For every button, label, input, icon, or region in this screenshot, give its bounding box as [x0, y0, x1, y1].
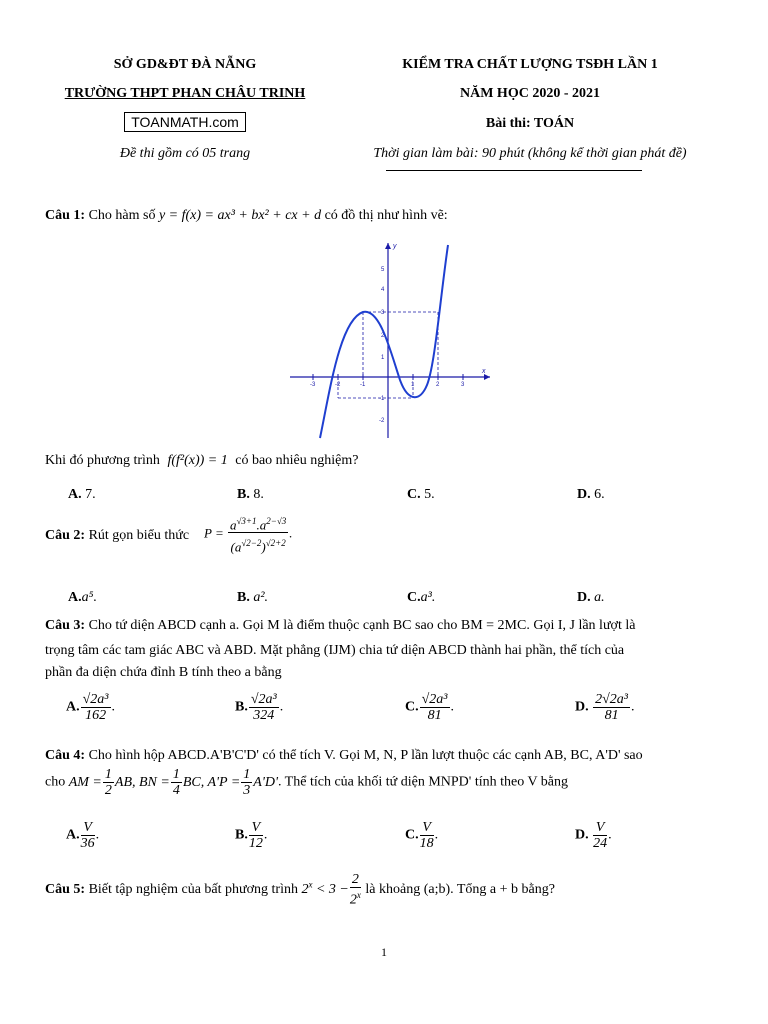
time-limit: Thời gian làm bài: 90 phút (không kể thời gian phát đề): [373, 146, 687, 161]
option-value: a.: [594, 590, 605, 605]
question-3-label: Câu 3:: [45, 618, 86, 633]
y-tick-label: -1: [379, 396, 385, 402]
option-denominator: 12: [248, 836, 263, 851]
school-year: NĂM HỌC 2020 - 2021: [460, 86, 600, 101]
question-1-stem: [45, 208, 448, 224]
question-2-option-d[interactable]: [577, 590, 605, 606]
option-letter: C.: [407, 590, 421, 605]
question-3-line-3: phần đa diện chứa đỉnh B tính theo a bằng: [45, 665, 282, 680]
x-tick-label: 3: [461, 382, 465, 388]
question-1-text: Cho hàm số: [88, 208, 156, 223]
option-letter: D.: [577, 487, 591, 502]
question-4-option-a[interactable]: A. $\frac{V}{36}$ .: [66, 820, 100, 851]
x-tick-label: -3: [310, 382, 316, 388]
y-tick-label: -2: [379, 418, 385, 424]
question-1-equation: f(f²(x)) = 1: [167, 453, 228, 468]
y-tick-label: 4: [381, 287, 385, 293]
school-name: TRƯỜNG THPT PHAN CHÂU TRINH: [64, 86, 306, 101]
x-tick-label: -2: [335, 382, 341, 388]
cubic-function-graph: [290, 240, 495, 440]
option-numerator: 2√2a³: [595, 692, 629, 707]
question-2-text: Rút gọn biểu thức: [88, 528, 190, 543]
question-3-option-d[interactable]: D. $\frac{\text{2√2a³}}{81}$ .: [575, 692, 635, 723]
option-letter: B.: [235, 699, 248, 715]
question-3-line-2: trọng tâm các tam giác ABC và ABD. Mặt phẳng (IJM) chia tứ diện ABCD thành hai phần, thể tích của: [45, 643, 625, 658]
option-numerator: √2a³: [421, 692, 448, 707]
y-tick-label: 2: [381, 333, 385, 339]
option-letter: D.: [577, 590, 591, 605]
page-number: 1: [381, 945, 387, 959]
question-4-label: Câu 4:: [45, 748, 86, 763]
question-3-text: Cho tứ diện ABCD cạnh a. Gọi M là điểm thuộc cạnh BC sao cho BM = 2MC. Gọi I, J lần lượt là: [88, 618, 636, 633]
option-letter: B.: [237, 590, 250, 605]
question-4-text: Cho hình hộp ABCD.A'B'C'D' có thể tích V. Gọi M, N, P lần lượt thuộc các cạnh AB, BC, A'D' sao: [88, 748, 643, 763]
option-value: a⁵.: [81, 590, 97, 605]
y-tick-label: 1: [381, 355, 385, 361]
option-letter: C.: [405, 827, 419, 843]
x-tick-label: 1: [411, 382, 415, 388]
question-3-line-1: [45, 618, 635, 634]
question-4-option-d[interactable]: D. $\frac{V}{24}$ .: [575, 820, 612, 851]
option-letter: B.: [235, 827, 248, 843]
question-2-option-a[interactable]: [68, 590, 97, 606]
option-value: a².: [253, 590, 269, 605]
option-value: 6.: [594, 487, 605, 502]
question-1-option-a[interactable]: [68, 487, 96, 503]
question-4-option-c[interactable]: C. $\frac{V}{18}$ .: [405, 820, 439, 851]
question-2-expression: P = $\frac{a^{√3+1}.a^{2-√3}}{(a^{√2-2})^{√2+2}}$ .: [204, 516, 293, 555]
question-2-stem: [45, 528, 189, 544]
expression-fraction: $\frac{a^{√3+1}.a^{2-√3}}{(a^{√2-2})^{√2+2}}$: [229, 516, 287, 555]
option-value: 7.: [85, 487, 96, 502]
option-letter: C.: [407, 487, 421, 502]
option-denominator: 162: [85, 708, 107, 723]
subject: Bài thi: TOÁN: [485, 116, 575, 131]
option-denominator: 24: [593, 836, 608, 851]
question-2-option-b[interactable]: [237, 590, 268, 606]
option-numerator: V: [249, 820, 263, 836]
school-department: SỞ GD&ĐT ĐÀ NẴNG: [113, 57, 257, 72]
option-denominator: 36: [80, 836, 95, 851]
question-1-option-b[interactable]: [237, 487, 264, 503]
option-letter: D.: [575, 699, 589, 715]
question-4-prefix: cho: [45, 774, 66, 790]
source-box: [60, 114, 310, 132]
question-5-inequality: $2^x < 3$ − $\frac{2}{2^x}$: [301, 872, 361, 908]
x-tick-label: -1: [360, 382, 366, 388]
option-letter: D.: [575, 827, 589, 843]
question-1-prompt-text: Khi đó phương trình: [45, 453, 160, 468]
question-3-option-c[interactable]: C. $\frac{\text{√2a³}}{81}$ .: [405, 692, 455, 723]
option-denominator: 18: [419, 836, 434, 851]
header-divider: [386, 170, 642, 171]
option-denominator: 81: [427, 708, 442, 723]
y-tick-label: 5: [381, 267, 385, 273]
y-axis-arrow: [385, 243, 391, 249]
option-letter: A.: [66, 699, 80, 715]
question-4-line-1: [45, 748, 643, 764]
option-letter: C.: [405, 699, 419, 715]
question-1-text-after: có đồ thị như hình vẽ:: [324, 208, 448, 223]
option-letter: A.: [68, 487, 82, 502]
option-numerator: √2a³: [250, 692, 277, 707]
option-value: 5.: [424, 487, 435, 502]
question-5-text: Biết tập nghiệm của bất phương trình: [88, 882, 298, 898]
question-1-prompt-after: có bao nhiêu nghiệm?: [235, 453, 359, 468]
question-5-label: Câu 5:: [45, 882, 86, 898]
option-numerator: V: [593, 820, 607, 836]
question-3-option-a[interactable]: A. $\frac{\text{√2a³}}{162}$ .: [66, 692, 116, 723]
question-2-label: Câu 2:: [45, 528, 86, 543]
page-count-note: Đề thi gồm có 05 trang: [119, 146, 251, 161]
question-4-line-2: [45, 767, 568, 798]
question-2-option-c[interactable]: [407, 590, 435, 606]
option-letter: B.: [237, 487, 250, 502]
question-4-conditions: AM = $\frac{1}{2}$ AB, BN = $\frac{1}{4}$ BC, A'P = $\frac{1}{3}$ A'D': [68, 767, 278, 798]
option-denominator: 324: [253, 708, 275, 723]
option-value: 8.: [253, 487, 264, 502]
option-value: a³.: [420, 590, 436, 605]
question-4-option-b[interactable]: B. $\frac{V}{12}$ .: [235, 820, 268, 851]
option-numerator: V: [420, 820, 434, 836]
y-axis-label: y: [393, 243, 397, 250]
cubic-curve: [320, 245, 448, 438]
source-label: TOANMATH.com: [124, 112, 246, 132]
x-tick-label: 2: [436, 382, 440, 388]
option-letter: A.: [66, 827, 80, 843]
exam-title: KIỂM TRA CHẤT LƯỢNG TSĐH LẦN 1: [402, 57, 658, 72]
y-tick-label: 3: [381, 310, 385, 316]
option-denominator: 81: [604, 708, 619, 723]
question-4-suffix: . Thể tích của khối tứ diện MNPD' tính theo V bằng: [277, 774, 569, 790]
question-5-stem: [45, 872, 555, 908]
question-1-option-c[interactable]: [407, 487, 435, 503]
question-3-option-b[interactable]: B. $\frac{\text{√2a³}}{324}$ .: [235, 692, 284, 723]
question-1-label: Câu 1:: [45, 208, 86, 223]
question-5-text-after: là khoảng (a;b). Tổng a + b bằng?: [365, 882, 555, 898]
question-1-option-d[interactable]: [577, 487, 605, 503]
option-numerator: V: [81, 820, 95, 836]
question-1-prompt: [45, 453, 358, 469]
option-numerator: √2a³: [82, 692, 109, 707]
x-axis-label: x: [482, 368, 486, 375]
question-1-formula: y = f(x) = ax³ + bx² + cx + d: [158, 208, 322, 223]
option-letter: A.: [68, 590, 82, 605]
